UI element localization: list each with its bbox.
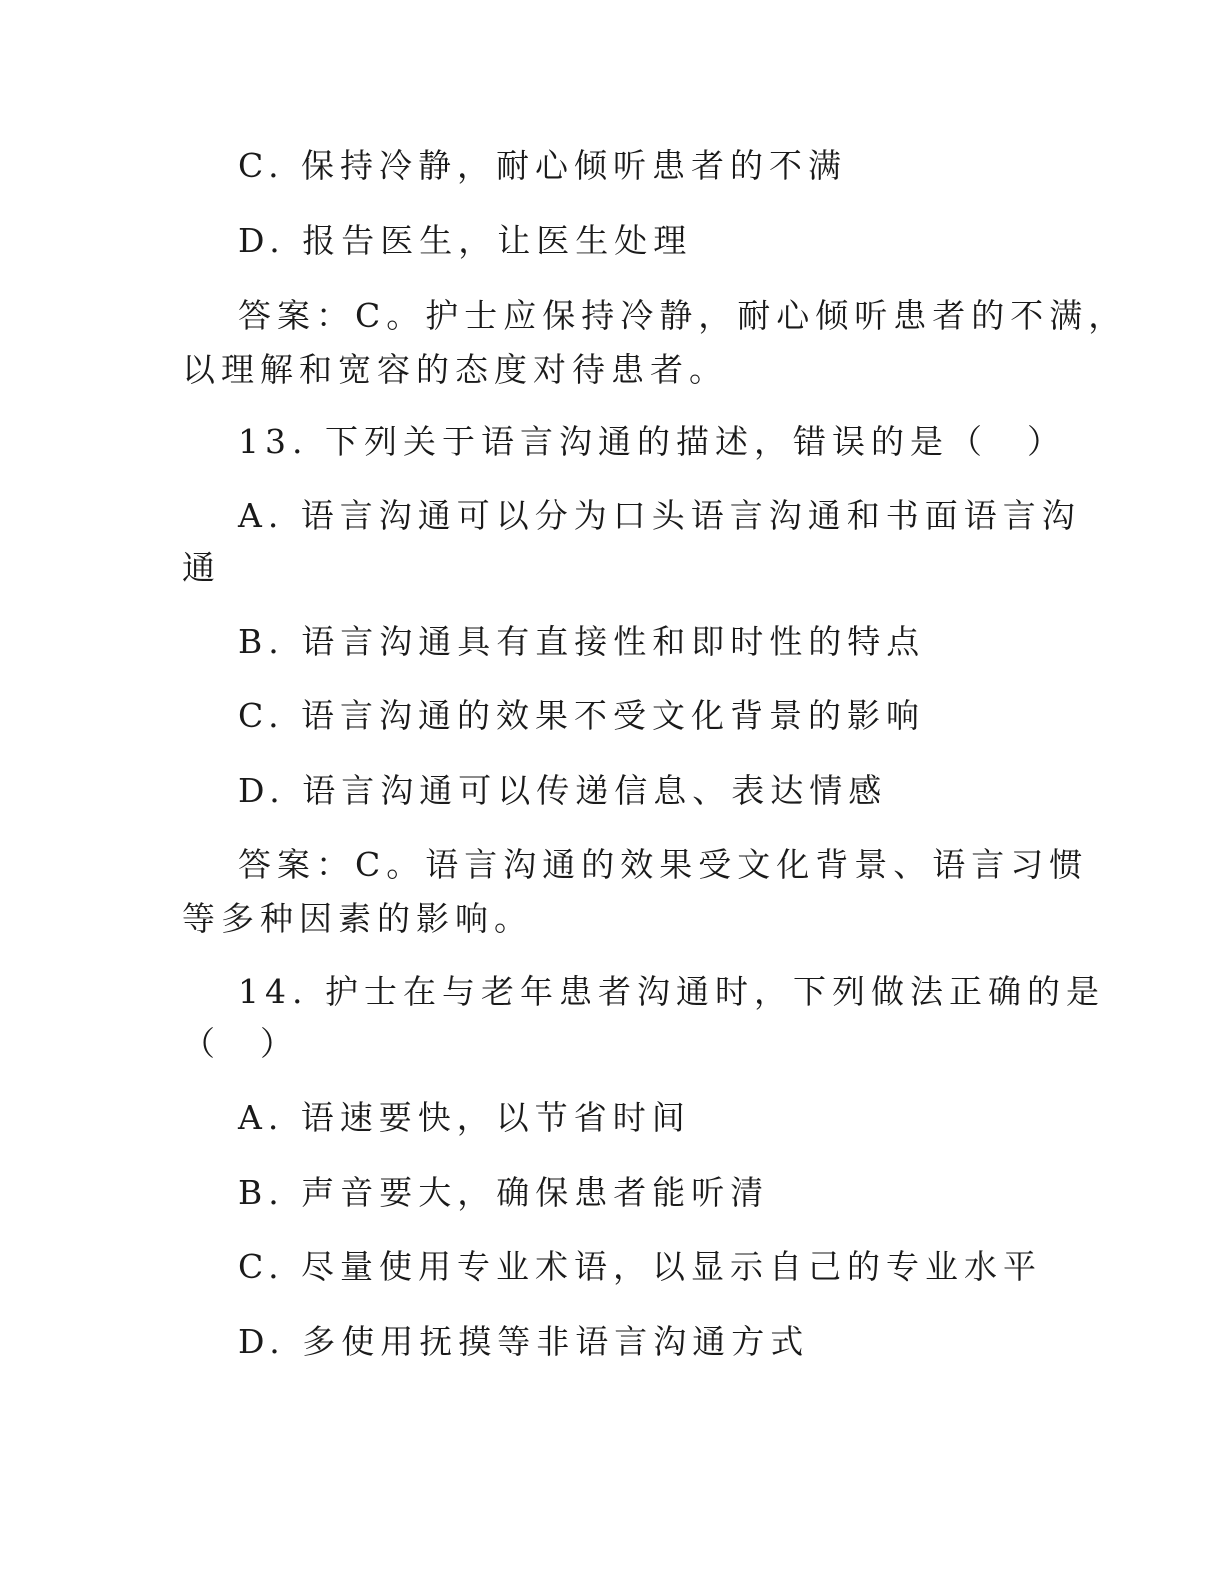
q12-answer-line1: 答案：C。护士应保持冷静，耐心倾听患者的不满， [238,296,1128,335]
q13-question: 13. 下列关于语言沟通的描述，错误的是（ ） [238,422,1066,461]
q14-option-b: B. 声音要大，确保患者能听清 [238,1173,770,1212]
q12-option-d: D. 报告医生，让医生处理 [238,221,693,260]
q14-question-line1: 14. 护士在与老年患者沟通时，下列做法正确的是 [238,972,1105,1011]
q14-option-a: A. 语速要快，以节省时间 [238,1098,691,1137]
q13-option-c: C. 语言沟通的效果不受文化背景的影响 [238,696,926,735]
q13-answer-line2: 等多种因素的影响。 [182,899,533,938]
q13-option-d: D. 语言沟通可以传递信息、表达情感 [238,771,888,810]
q13-option-a-line2: 通 [182,548,221,587]
q14-question-line2: （ ） [182,1024,299,1063]
q13-answer-line1: 答案：C。语言沟通的效果受文化背景、语言习惯 [238,845,1089,884]
q12-option-c: C. 保持冷静，耐心倾听患者的不满 [238,146,848,185]
q12-answer-line2: 以理解和宽容的态度对待患者。 [182,350,728,389]
q13-option-a-line1: A. 语言沟通可以分为口头语言沟通和书面语言沟 [238,496,1081,535]
q14-option-d: D. 多使用抚摸等非语言沟通方式 [238,1322,810,1361]
q14-option-c: C. 尽量使用专业术语，以显示自己的专业水平 [238,1247,1043,1286]
q13-option-b: B. 语言沟通具有直接性和即时性的特点 [238,622,926,661]
